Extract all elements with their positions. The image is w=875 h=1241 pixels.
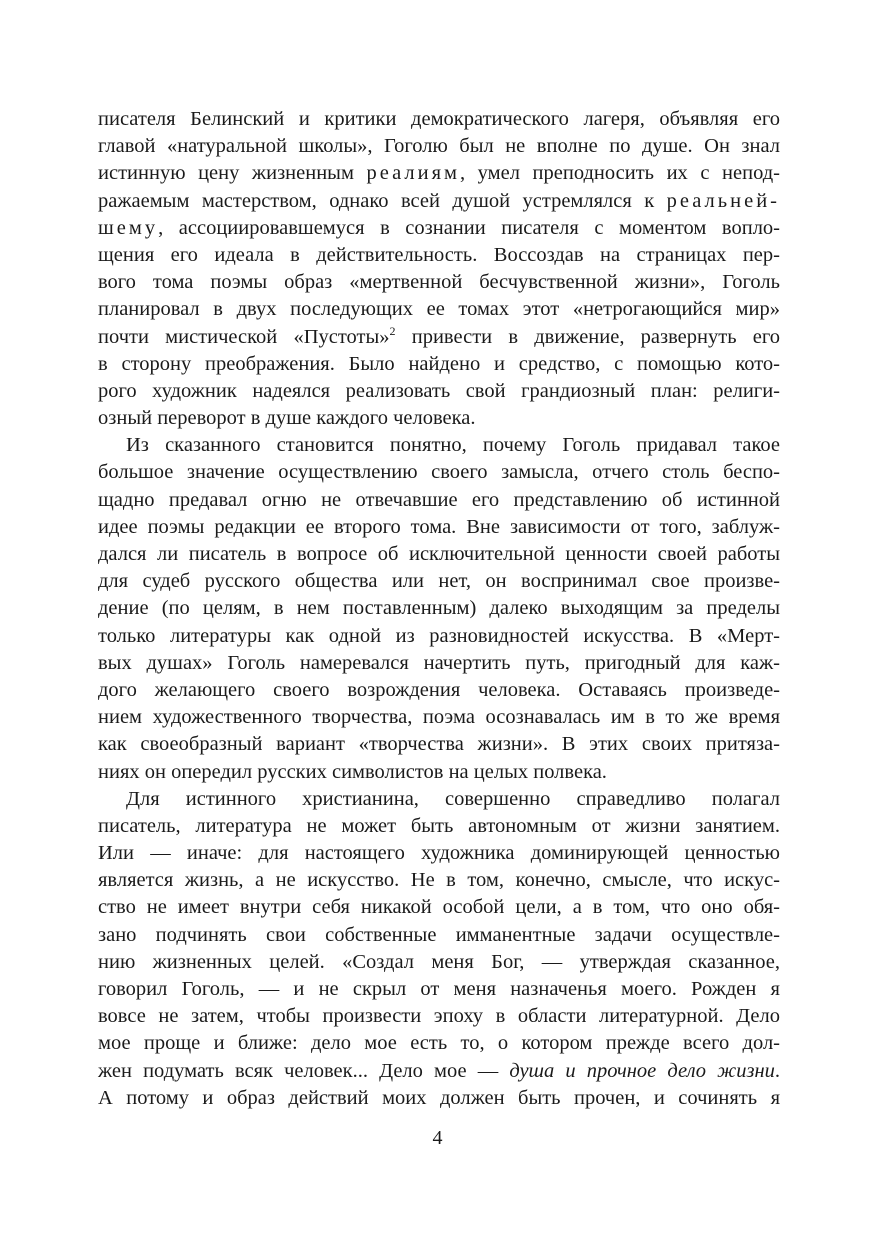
text-line: [98, 568, 780, 595]
text-segment: Для истинного христианина, совершенно справедливо полагал: [126, 787, 780, 810]
text-segment: главой «натуральной школы», Гоголю был не вполне по душе. Он знал: [98, 135, 780, 158]
text-line: [98, 106, 780, 133]
text-line: [98, 759, 780, 786]
text-line: [98, 1030, 780, 1057]
text-segment: вого тома поэмы образ «мертвенной бесчувственной жизни», Гоголь: [98, 271, 780, 294]
text-segment: для судеб русского общества или нет, он воспринимал свое произве-: [98, 570, 780, 593]
text-line: [98, 459, 780, 486]
text-segment: зано подчинять свои собственные имманентные задачи осуществле-: [98, 923, 780, 946]
text-segment: является жизнь, а не искусство. Не в том, конечно, смысле, что искус-: [98, 869, 780, 892]
text-line: [98, 1003, 780, 1030]
text-line: [98, 324, 780, 351]
text-segment: привести в движение, развернуть его: [395, 325, 780, 348]
text-segment: рого художник надеялся реализовать свой грандиозный план: религи-: [98, 379, 780, 402]
text-line: [98, 242, 780, 269]
text-segment: Из сказанного становится понятно, почему Гоголь придавал такое: [126, 434, 780, 457]
spaced-text: шему: [98, 216, 159, 239]
page-number: 4: [432, 1127, 443, 1149]
text-segment: писатель, литература не может быть автономным от жизни занятием.: [98, 814, 780, 837]
text-segment: Или — иначе: для настоящего художника доминирующей ценностью: [98, 842, 780, 865]
text-line: [98, 296, 780, 323]
text-segment: дение (по целям, в нем поставленным) далеко выходящим за пределы: [98, 597, 780, 620]
text-segment: большое значение осуществлению своего замысла, отчего столь беспо-: [98, 461, 780, 484]
text-line: [98, 1058, 780, 1085]
text-line: [98, 949, 780, 976]
paragraph: [98, 106, 780, 432]
text-line: [98, 595, 780, 622]
text-segment: вовсе не затем, чтобы произвести эпоху в области литературной. Дело: [98, 1005, 780, 1028]
italic-text: душа и прочное дело жизни: [509, 1059, 775, 1082]
text-line: [98, 677, 780, 704]
text-segment: мое проще и ближе: дело мое есть то, о котором прежде всего дол-: [98, 1032, 780, 1055]
text-segment: , умел преподносить их с непод-: [459, 162, 780, 185]
text-segment: щадно предавал огню не отвечавшие его представлению об истинной: [98, 488, 780, 511]
text-segment: идее поэмы редакции ее второго тома. Вне зависимости от того, заблуж-: [98, 515, 780, 538]
text-line: [98, 840, 780, 867]
text-segment: писателя Белинский и критики демократического лагеря, объявляя его: [98, 108, 780, 130]
text-segment: дался ли писатель в вопросе об исключительной ценности своей работы: [98, 543, 780, 565]
text-line: [98, 487, 780, 514]
footnote-marker: 2: [389, 323, 396, 338]
spaced-text: реальней-: [666, 189, 780, 212]
text-line: [98, 894, 780, 921]
text-segment: нию жизненных целей. «Создал меня Бог, — утверждая сказанное,: [98, 950, 780, 973]
text-line: [98, 623, 780, 650]
text-segment: .: [774, 1059, 781, 1082]
text-segment: ражаемым мастерством, однако всей душой устремлялся к: [98, 189, 667, 212]
text-line: [98, 133, 780, 160]
text-line: [98, 922, 780, 949]
text-segment: дого желающего своего возрождения человека. Оставаясь произведе-: [98, 678, 780, 701]
text-line: [98, 160, 780, 187]
text-line: [98, 514, 780, 541]
text-segment: нием художественного творчества, поэма осознавалась им в то же время: [98, 706, 780, 729]
paragraph: [98, 432, 780, 785]
text-segment: , ассоциировавшемуся в сознании писателя с моментом вопло-: [158, 216, 780, 239]
text-line: [98, 541, 780, 568]
text-line: [98, 786, 780, 813]
text-line: [98, 1085, 780, 1112]
text-segment: в сторону преображения. Было найдено и средство, с помощью кото-: [98, 352, 780, 375]
text-segment: только литературы как одной из разновидностей искусства. В «Мерт-: [98, 624, 780, 647]
text-line: [98, 188, 780, 215]
text-line: [98, 650, 780, 677]
text-segment: истинную цену жизненным: [98, 162, 367, 185]
text-segment: говорил Гоголь, — и не скрыл от меня назначенья моего. Рожден я: [98, 978, 780, 1000]
text-line: [98, 351, 780, 378]
text-line: [98, 215, 780, 242]
text-line: [98, 378, 780, 405]
text-segment: как своеобразный вариант «творчества жизни». В этих своих притяза-: [98, 733, 780, 756]
text-segment: вых душах» Гоголь намеревался начертить путь, пригодный для каж-: [98, 651, 780, 674]
text-segment: почти мистической «Пустоты»: [98, 325, 390, 348]
text-line: [98, 405, 780, 432]
text-segment: щения его идеала в действительность. Воссоздав на страницах пер-: [98, 243, 780, 266]
text-line: [98, 867, 780, 894]
text-line: [98, 813, 780, 840]
text-segment: ниях он опередил русских символистов на целых полвека.: [98, 760, 607, 783]
text-segment: озный переворот в душе каждого человека.: [98, 407, 476, 430]
text-line: [98, 432, 780, 459]
body-text: [98, 106, 780, 1112]
text-line: [98, 704, 780, 731]
text-segment: планировал в двух последующих ее томах этот «нетрогающийся мир»: [98, 298, 780, 321]
text-line: [98, 269, 780, 296]
text-line: [98, 731, 780, 758]
text-segment: А потому и образ действий моих должен быть прочен, и сочинять я: [98, 1086, 780, 1109]
spaced-text: реалиям: [366, 162, 460, 185]
text-segment: ство не имеет внутри себя никакой особой цели, а в том, что оно обя-: [98, 896, 780, 919]
text-line: [98, 976, 780, 1003]
text-segment: жен подумать всяк человек... Дело мое —: [98, 1059, 510, 1082]
paragraph: [98, 786, 780, 1112]
